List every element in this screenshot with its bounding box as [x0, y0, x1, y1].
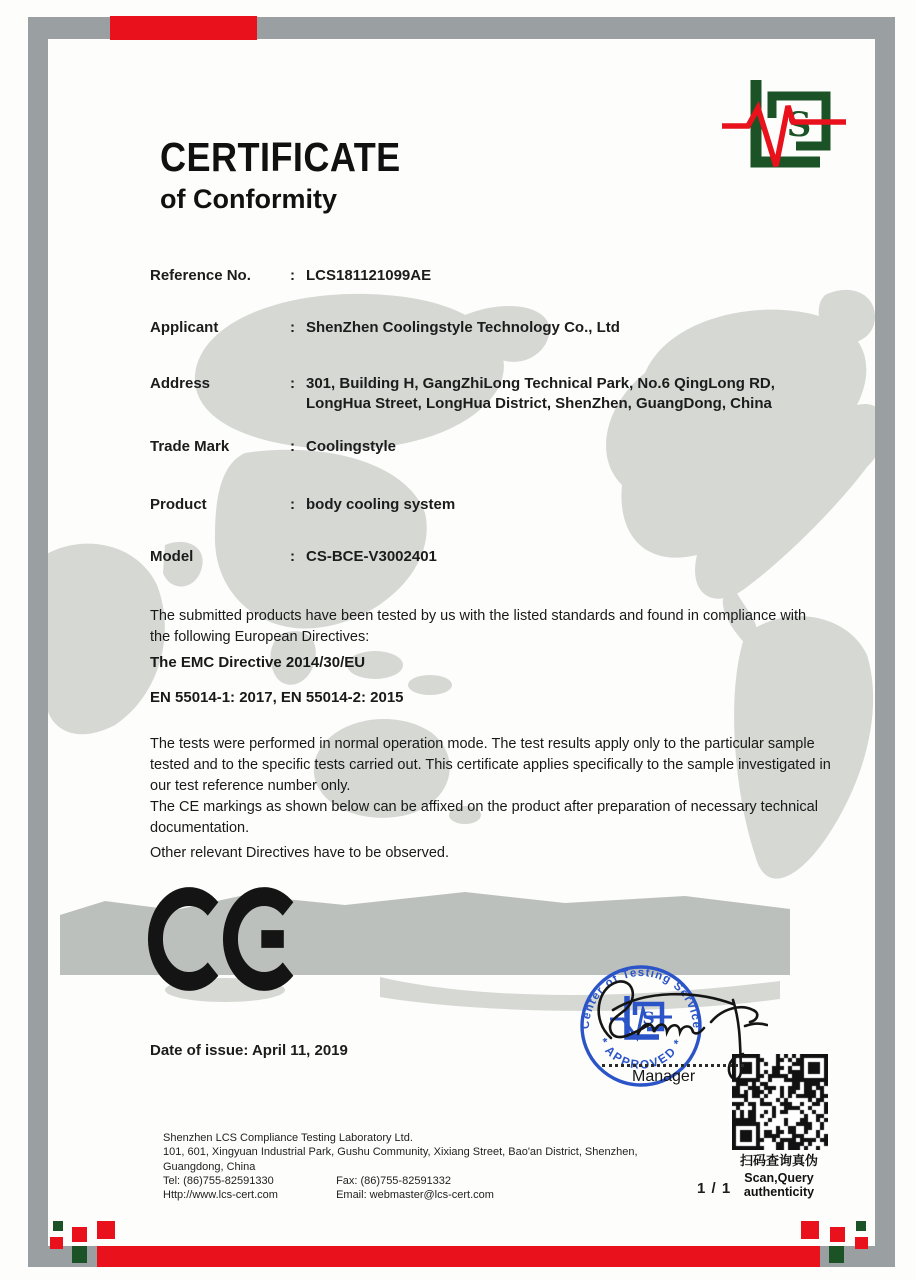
- svg-text:S: S: [642, 1009, 655, 1029]
- field-value: 301, Building H, GangZhiLong Technical Park, No.6 QingLong RD, LongHua Street, LongHua District, ShenZhen, GuangDong, China: [306, 375, 775, 412]
- paragraph-tests: The tests were performed in normal operation mode. The test results apply only to the particular sample tested and to the specific tests carried out. This certificate applies specifically to the sample investigated in our test reference number only.: [150, 736, 831, 794]
- date-of-issue: Date of issue: April 11, 2019: [150, 1042, 348, 1059]
- field-label: Trade Mark: [150, 438, 230, 455]
- field-value: CS-BCE-V3002401: [306, 548, 437, 565]
- footer-tel: Tel: (86)755-82591330: [163, 1174, 274, 1187]
- footer-block: [163, 1131, 638, 1202]
- field-row-applicant: Applicant : ShenZhen Coolingstyle Technology Co., Ltd: [150, 318, 822, 338]
- decor-square: [801, 1221, 819, 1239]
- field-row-address: Address : 301, Building H, GangZhiLong Technical Park, No.6 QingLong RD, LongHua Street, LongHua District, ShenZhen, GuangDong, China: [150, 374, 822, 414]
- field-value: Coolingstyle: [306, 438, 397, 455]
- decor-square: [72, 1246, 87, 1263]
- page-subtitle: of Conformity: [160, 184, 337, 214]
- paragraph-standards: EN 55014-1: 2017, EN 55014-2: 2015: [150, 689, 404, 706]
- field-value: LCS181121099AE: [306, 267, 432, 284]
- qr-caption-en: Scan,Query authenticity: [743, 1171, 815, 1199]
- frame-right: [875, 17, 895, 1267]
- decor-square: [856, 1221, 866, 1231]
- footer-address-1: 101, 601, Xingyuan Industrial Park, Gushu Community, Xixiang Street, Bao'an District, Shenzhen,: [163, 1146, 638, 1159]
- decor-square: [72, 1227, 87, 1242]
- stamp-arc-top-text: Center of Testing Service: [579, 966, 703, 1030]
- page-number: 1 / 1: [697, 1180, 732, 1197]
- field-row-product: Product : body cooling system: [150, 495, 822, 515]
- field-row-trademark: Trade Mark : Coolingstyle: [150, 437, 822, 457]
- field-label: Model: [150, 548, 194, 565]
- decor-square: [855, 1237, 868, 1249]
- paragraph-other: Other relevant Directives have to be observed.: [150, 845, 450, 861]
- page-title: CERTIFICATE: [160, 134, 401, 180]
- footer-company: Shenzhen LCS Compliance Testing Laboratory Ltd.: [163, 1132, 413, 1144]
- top-red-accent: [110, 16, 257, 40]
- signature-dotted-line: [602, 1064, 744, 1067]
- bottom-red-bar: [97, 1246, 820, 1267]
- paragraph-directive: The EMC Directive 2014/30/EU: [150, 654, 366, 671]
- field-row-reference: Reference No. : LCS181121099AE: [150, 266, 822, 286]
- decor-square: [53, 1221, 63, 1231]
- footer-fax: Fax: (86)755-82591332: [336, 1174, 452, 1187]
- ce-mark: [146, 880, 296, 998]
- decor-square: [50, 1237, 63, 1249]
- field-value: body cooling system: [306, 496, 456, 513]
- field-value: ShenZhen Coolingstyle Technology Co., Ltd: [306, 319, 620, 336]
- field-label: Applicant: [150, 319, 219, 336]
- footer-address-2: Guangdong, China: [163, 1160, 256, 1173]
- field-label: Reference No.: [150, 267, 251, 284]
- logo-letter-s: S: [786, 105, 812, 145]
- footer-email: Email: webmaster@lcs-cert.com: [336, 1189, 494, 1202]
- decor-square: [97, 1221, 115, 1239]
- decor-square: [830, 1227, 845, 1242]
- field-row-model: Model : CS-BCE-V3002401: [150, 547, 822, 567]
- signatory-role: Manager: [632, 1068, 696, 1085]
- frame-left: [28, 17, 48, 1267]
- footer-web: Http://www.lcs-cert.com: [163, 1189, 278, 1202]
- stamp-arc-bottom-text: * APPROVED *: [595, 1035, 687, 1072]
- field-label: Address: [150, 375, 211, 392]
- qr-caption-zh: 扫码查询真伪: [739, 1153, 818, 1168]
- decor-square: [829, 1246, 844, 1263]
- paragraph-intro: The submitted products have been tested by us with the listed standards and found in compliance with the following European Directives:: [150, 608, 807, 645]
- paragraph-ce-note: The CE markings as shown below can be affixed on the product after preparation of necessary technical documentation.: [150, 799, 818, 836]
- field-label: Product: [150, 496, 207, 513]
- qr-caption: [712, 1150, 846, 1199]
- lcs-logo: [720, 76, 848, 176]
